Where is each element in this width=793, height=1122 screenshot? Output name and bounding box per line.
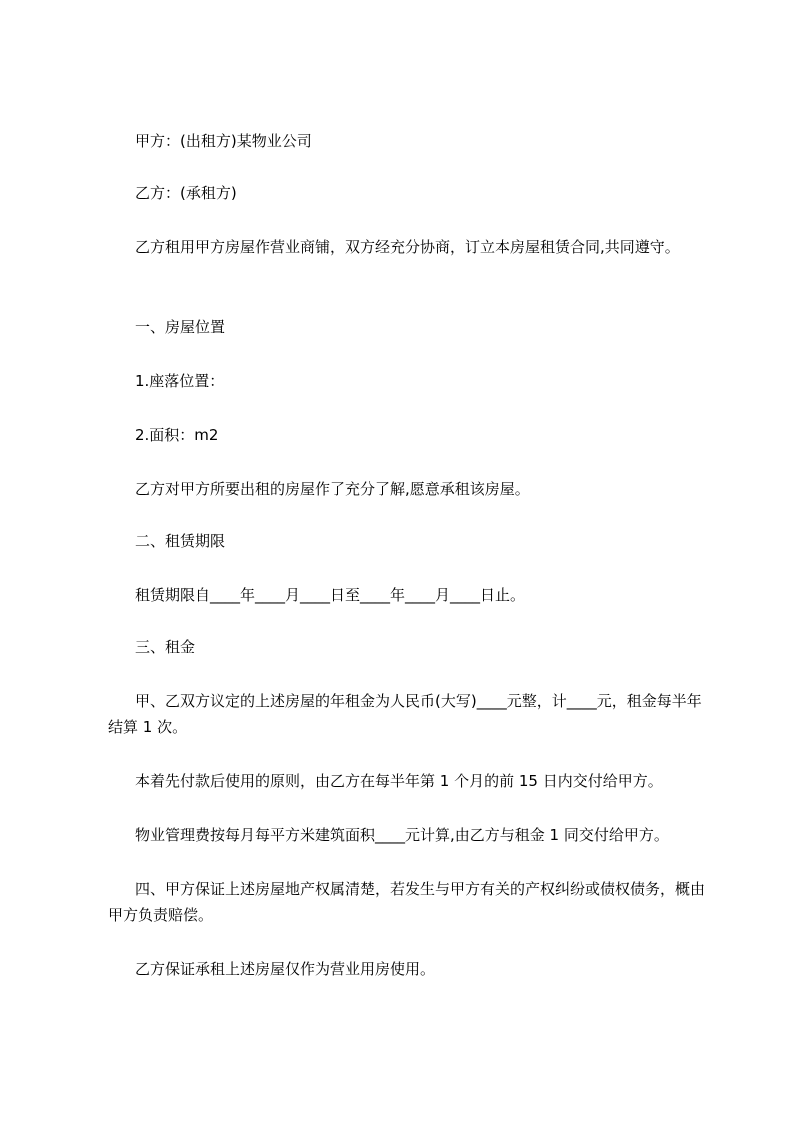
- understanding-paragraph: 乙方对甲方所要出租的房屋作了充分了解,愿意承租该房屋。: [135, 480, 530, 498]
- usage-guarantee-paragraph: 乙方保证承租上述房屋仅作为营业用房使用。: [135, 960, 436, 978]
- party-a-line: 甲方：(出租方)某物业公司: [135, 132, 312, 150]
- intro-paragraph: 乙方租用甲方房屋作营业商铺，双方经充分协商，订立本房屋租赁合同,共同遵守。: [135, 238, 680, 256]
- rent-amount-paragraph: 甲、乙双方议定的上述房屋的年租金为人民币(大写)____元整，计____元，租金每半年结算 1 次。: [108, 692, 702, 736]
- section-4-paragraph: 四、甲方保证上述房屋地产权属清楚，若发生与甲方有关的产权纠纷或债权债务，概由甲方负责赔偿。: [108, 880, 706, 924]
- lease-period-paragraph: 租赁期限自____年____月____日至____年____月____日止。: [135, 586, 526, 604]
- location-item: 1.座落位置：: [135, 372, 225, 390]
- party-b-line: 乙方：(承租方): [135, 184, 237, 202]
- payment-rule-paragraph: 本着先付款后使用的原则，由乙方在每半年第 1 个月的前 15 日内交付给甲方。: [135, 772, 663, 790]
- section-1-title: 一、房屋位置: [135, 318, 226, 336]
- property-fee-paragraph: 物业管理费按每月每平方米建筑面积____元计算,由乙方与租金 1 同交付给甲方。: [135, 826, 669, 844]
- area-item: 2.面积：m2: [135, 426, 219, 444]
- section-2-title: 二、租赁期限: [135, 532, 226, 550]
- section-3-title: 三、租金: [135, 638, 196, 656]
